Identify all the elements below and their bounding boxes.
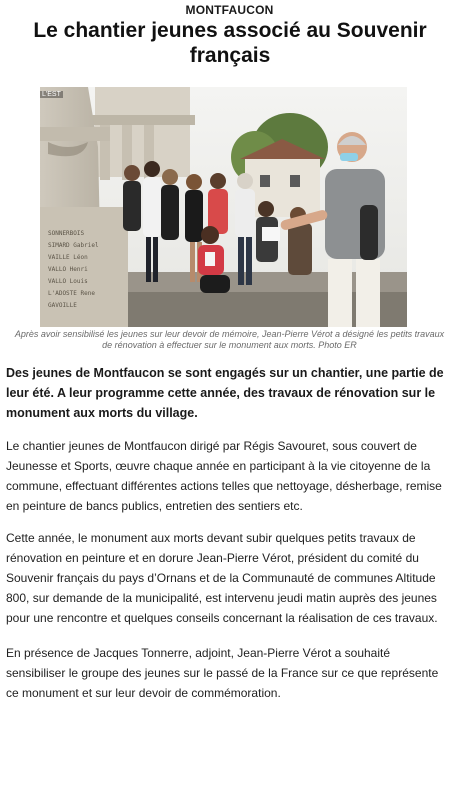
monument-name: VALLO Louis xyxy=(48,278,88,285)
article-lead: Des jeunes de Montfaucon se sont engagés sur un chantier, une partie de leur été. A leur programme cette année, des travaux de rénovation sur le monument aux morts du village. xyxy=(6,366,444,420)
monument-name: SONNERBOIS xyxy=(48,230,85,237)
article-kicker: MONTFAUCON xyxy=(185,3,274,17)
monument-name: GAVOILLE xyxy=(48,302,77,309)
article-paragraph: Le chantier jeunes de Montfaucon dirigé par Régis Savouret, sous couvert de Jeunesse et Sports, œuvre chaque année en participant à la vie citoyenne de la commune, effectuant différentes actions telles que nettoyage, désherbage, remise en peinture de bancs publics, entretien des sentiers etc. xyxy=(6,439,442,513)
photo-credit: L'EST xyxy=(42,91,61,98)
monument-name: SIMARD Gabriel xyxy=(48,242,99,249)
article-paragraph: Cette année, le monument aux morts devant subir quelques petits travaux de rénovation en peinture et en dorure Jean-Pierre Vérot, président du comité du Souvenir français du pays d’Ornans et de la Communauté de communes Altitude 800, sur demande de la municipalité, est intervenu jeudi matin auprès des jeunes pour une rencontre et quelques conseils concernant la réalisation de ces travaux. xyxy=(6,531,438,625)
photo-illustration xyxy=(40,87,407,327)
monument-name: VAILLE Léon xyxy=(48,254,88,261)
article-paragraph: En présence de Jacques Tonnerre, adjoint, Jean-Pierre Vérot a souhaité sensibiliser le groupe des jeunes sur le passé de la France sur ce que représente ce monument et sur leur devoir de commémoration. xyxy=(6,646,439,700)
article-headline: Le chantier jeunes associé au Souvenir français xyxy=(33,19,427,67)
photo-caption: Après avoir sensibilisé les jeunes sur leur devoir de mémoire, Jean-Pierre Vérot a désigné les petits travaux de rénovation à effectuer sur le monument aux morts. Photo ER xyxy=(14,329,445,350)
monument-name: VALLO Henri xyxy=(48,266,88,273)
monument-name: L'ADOSTE Rene xyxy=(48,290,95,297)
article-photo xyxy=(40,87,407,327)
